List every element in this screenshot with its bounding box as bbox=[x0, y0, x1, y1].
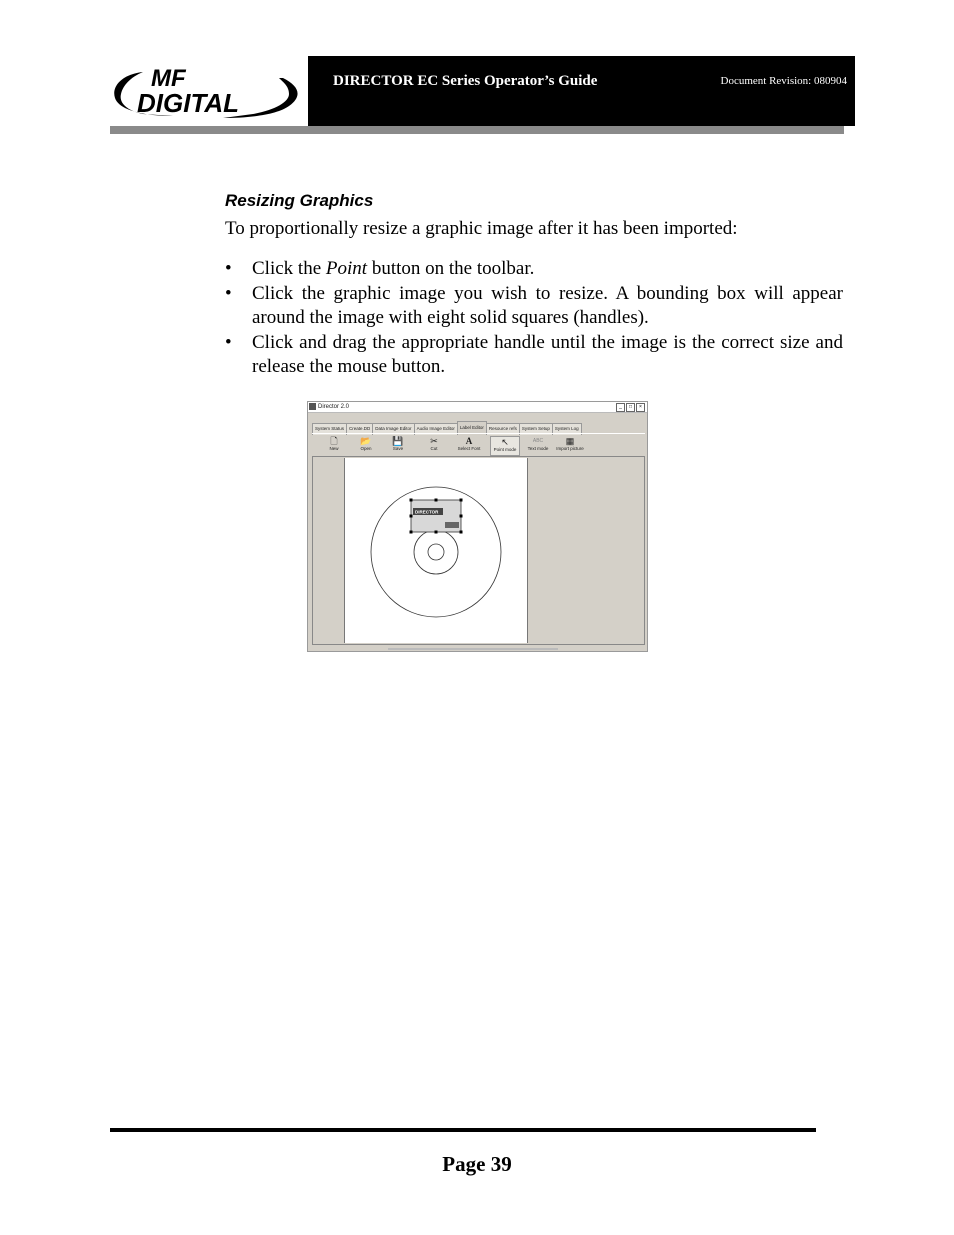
list-item bbox=[225, 331, 843, 380]
maximize-button[interactable]: □ bbox=[626, 403, 635, 412]
cd-middle-circle bbox=[414, 530, 458, 574]
resize-handle bbox=[460, 515, 463, 518]
footer-rule bbox=[110, 1128, 816, 1132]
save-button[interactable]: 💾 Save bbox=[383, 436, 413, 452]
open-button[interactable]: 📂 Open bbox=[351, 436, 381, 452]
minimize-button[interactable]: _ bbox=[616, 403, 625, 412]
document-revision: Document Revision: 080904 bbox=[720, 75, 847, 87]
new-button[interactable]: 🗋 New bbox=[319, 436, 349, 452]
svg-text:MF: MF bbox=[151, 65, 186, 92]
resize-handle bbox=[410, 531, 413, 534]
resize-handle bbox=[410, 499, 413, 502]
window-controls bbox=[616, 403, 645, 412]
label-canvas[interactable] bbox=[344, 458, 528, 643]
close-button[interactable]: × bbox=[636, 403, 645, 412]
tab-resource-refs[interactable]: Resource refs bbox=[486, 423, 520, 435]
cd-label-drawing bbox=[345, 458, 527, 643]
tab-create[interactable]: Create.DD bbox=[346, 423, 373, 435]
app-icon bbox=[309, 403, 316, 410]
window-title: Director 2.0 bbox=[318, 404, 350, 410]
horizontal-scrollbar[interactable] bbox=[388, 648, 558, 650]
resize-handle bbox=[460, 499, 463, 502]
resize-handle bbox=[435, 531, 438, 534]
tab-label-editor[interactable]: Label Editor bbox=[457, 421, 487, 433]
document-title: DIRECTOR EC Series Operator’s Guide bbox=[333, 73, 598, 89]
font-icon: A bbox=[465, 436, 473, 446]
list-item-text-after: button on the toolbar. bbox=[367, 258, 535, 279]
select-font-button[interactable]: A Select Font bbox=[454, 436, 484, 452]
resize-handle bbox=[410, 515, 413, 518]
graphic-text: DIRECTOR bbox=[415, 509, 439, 515]
list-item bbox=[225, 257, 843, 282]
import-picture-button[interactable]: ▦ Import picture bbox=[556, 436, 584, 451]
resize-handle bbox=[460, 531, 463, 534]
scissors-icon: ✂ bbox=[430, 436, 438, 446]
svg-text:DIGITAL: DIGITAL bbox=[137, 88, 240, 118]
mf-digital-logo bbox=[103, 56, 308, 126]
tab-audio-image-editor[interactable]: Audio Image Editor bbox=[414, 423, 458, 435]
page-header bbox=[103, 56, 855, 126]
graphic-badge bbox=[445, 522, 459, 528]
new-document-icon: 🗋 bbox=[330, 436, 338, 446]
list-item-text: Click and drag the appropriate handle until the image is the correct size and release the mouse button. bbox=[252, 331, 843, 377]
import-picture-icon: ▦ bbox=[565, 436, 575, 446]
director-screenshot bbox=[307, 401, 648, 652]
point-emphasis: Point bbox=[325, 258, 368, 279]
pointer-icon: ↖ bbox=[501, 437, 509, 447]
resize-handle bbox=[435, 499, 438, 502]
tab-data-image-editor[interactable]: Data Image Editor bbox=[372, 423, 414, 435]
window-titlebar bbox=[308, 402, 647, 413]
label-canvas-frame bbox=[312, 456, 645, 645]
list-item-text: Click the graphic image you wish to resize. A bounding box will appear around the image with eight solid squares (handles). bbox=[252, 282, 843, 328]
open-folder-icon: 📂 bbox=[360, 436, 372, 446]
section-heading: Resizing Graphics bbox=[225, 191, 374, 210]
point-mode-button[interactable]: ↖ Point mode bbox=[490, 436, 520, 456]
list-item bbox=[225, 282, 843, 331]
label-editor-toolbar bbox=[312, 433, 645, 456]
save-disk-icon: 💾 bbox=[392, 436, 404, 446]
instruction-list bbox=[225, 257, 843, 380]
bullet-icon: • bbox=[225, 282, 232, 304]
tab-system-log[interactable]: System Log bbox=[552, 423, 582, 435]
intro-paragraph: To proportionally resize a graphic image after it has been imported: bbox=[225, 218, 738, 239]
tab-system-setup[interactable]: System Setup bbox=[519, 423, 553, 435]
text-mode-icon: ABC bbox=[532, 438, 544, 444]
cd-hub-circle bbox=[428, 544, 444, 560]
list-item-text-before: Click the bbox=[252, 258, 326, 279]
bullet-icon: • bbox=[225, 331, 232, 353]
cut-button[interactable]: ✂ Cut bbox=[419, 436, 449, 452]
tab-system-status[interactable]: System Status bbox=[312, 423, 347, 435]
text-mode-button[interactable]: ABC Text mode bbox=[523, 436, 553, 452]
bullet-icon: • bbox=[225, 258, 232, 279]
page-number: Page 39 bbox=[442, 1152, 512, 1176]
